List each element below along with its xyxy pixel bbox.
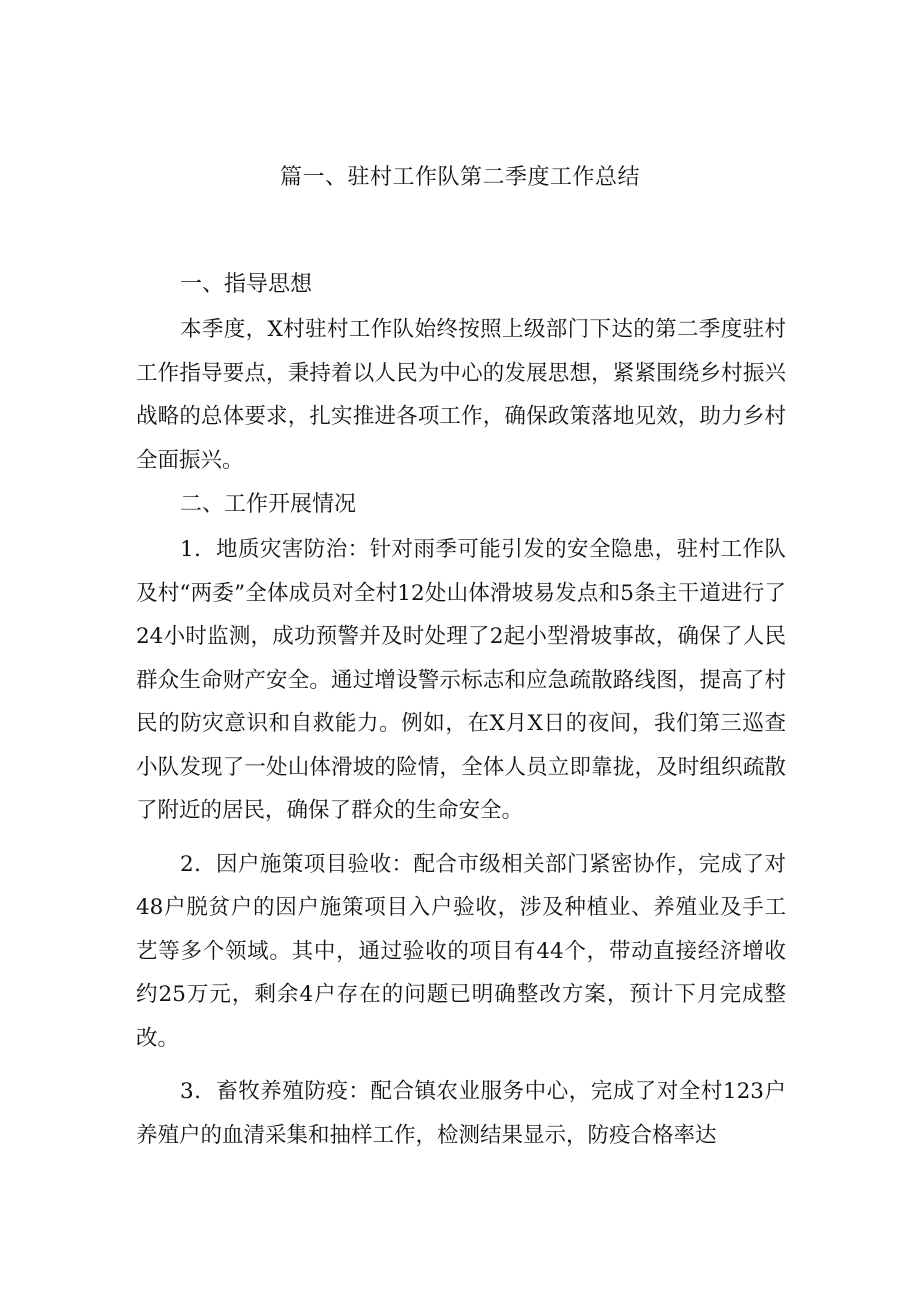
document-title: 篇一、驻村工作队第二季度工作总结 (279, 165, 640, 190)
paragraph-geological-disaster: 1．地质灾害防治：针对雨季可能引发的安全隐患，驻村工作队及村“两委”全体成员对全村12处山体滑坡易发点和5条主干道进行了24小时监测，成功预警并及时处理了2起小型滑坡事故，确保了人民群众生命财产安全。通过增设警示标志和应急疏散路线图，提高了村民的防灾意识和自救能力。例如，在X月X日的夜间，我们第三巡查小队发现了一处山体滑坡的险情，全体人员立即靠拢，及时组织疏散了附近的居民，确保了群众的生命安全。 (136, 537, 786, 823)
paragraph-livestock-epidemic: 3．畜牧养殖防疫：配合镇农业服务中心，完成了对全村123户养殖户的血清采集和抽样工作，检测结果显示，防疫合格率达 (136, 1079, 786, 1148)
paragraph-gap (136, 833, 786, 843)
paragraph-project-acceptance: 2．因户施策项目验收：配合市级相关部门紧密协作，完成了对48户脱贫户的因户施策项目入户验收，涉及种植业、养殖业及手工艺等多个领域。其中，通过验收的项目有44个，带动直接经济增收约25万元，剩余4户存在的问题已明确整改方案，预计下月完成整改。 (136, 851, 786, 1051)
section-heading-guiding-thought: 一、指导思想 (180, 272, 313, 297)
paragraph-guiding-thought: 本季度，X村驻村工作队始终按照上级部门下达的第二季度驻村工作指导要点，秉持着以人民为中心的发展思想，紧紧围绕乡村振兴战略的总体要求，扎实推进各项工作，确保政策落地见效，助力乡村全面振兴。 (136, 317, 786, 473)
section-heading-work-progress: 二、工作开展情况 (180, 492, 357, 517)
document-body (136, 262, 786, 1157)
paragraph-gap (136, 1060, 786, 1070)
